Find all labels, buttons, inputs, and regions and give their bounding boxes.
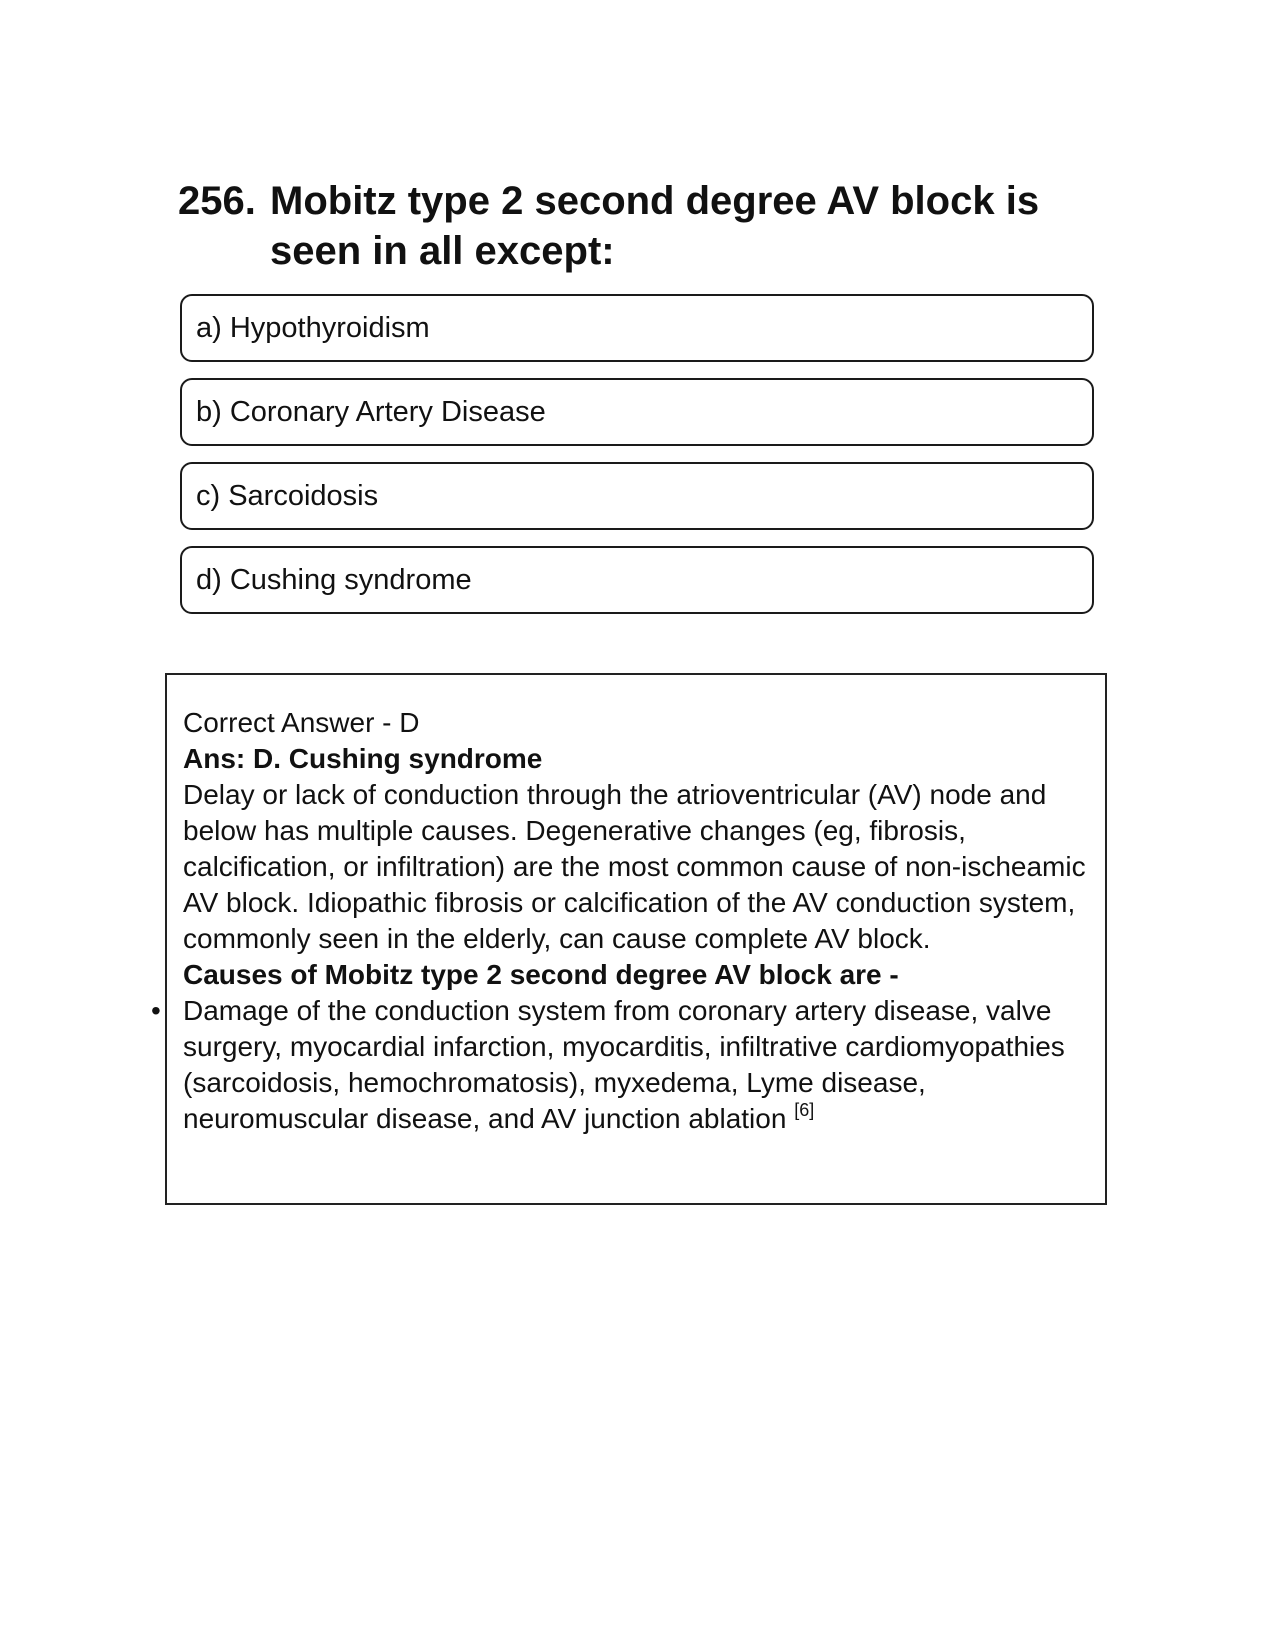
option-b[interactable]: b) Coronary Artery Disease <box>180 378 1094 446</box>
question-text: Mobitz type 2 second degree AV block is seen in all except: <box>270 179 1040 273</box>
answer-options <box>180 294 1094 630</box>
answer-heading: Ans: D. Cushing syndrome <box>183 743 543 774</box>
question-heading <box>178 176 1098 276</box>
option-c[interactable]: c) Sarcoidosis <box>180 462 1094 530</box>
causes-list-item <box>151 993 1089 1137</box>
option-a[interactable]: a) Hypothyroidism <box>180 294 1094 362</box>
bullet-icon: • <box>151 995 161 1026</box>
explanation-paragraph: Delay or lack of conduction through the atrioventricular (AV) node and below has multiple causes. Degenerative changes (eg, fibrosis, calcification, or infiltration) are the most common cause of non-ischeamic AV block. Idiopathic fibrosis or calcification of the AV conduction system, commonly seen in the elderly, can cause complete AV block. <box>183 779 1086 954</box>
option-d[interactable]: d) Cushing syndrome <box>180 546 1094 614</box>
correct-answer: Correct Answer - D <box>183 707 420 738</box>
explanation-box <box>151 673 1107 1205</box>
causes-list-item-text: Damage of the conduction system from coronary artery disease, valve surgery, myocardial infarction, myocarditis, infiltrative cardiomyopathies (sarcoidosis, hemochromatosis), myxedema, Lyme disease, neuromuscular disease, and AV junction ablation <box>183 995 1065 1134</box>
question-number: 256. <box>178 179 256 223</box>
causes-heading: Causes of Mobitz type 2 second degree AV block are - <box>183 959 899 990</box>
reference-marker: [6] <box>794 1100 815 1120</box>
